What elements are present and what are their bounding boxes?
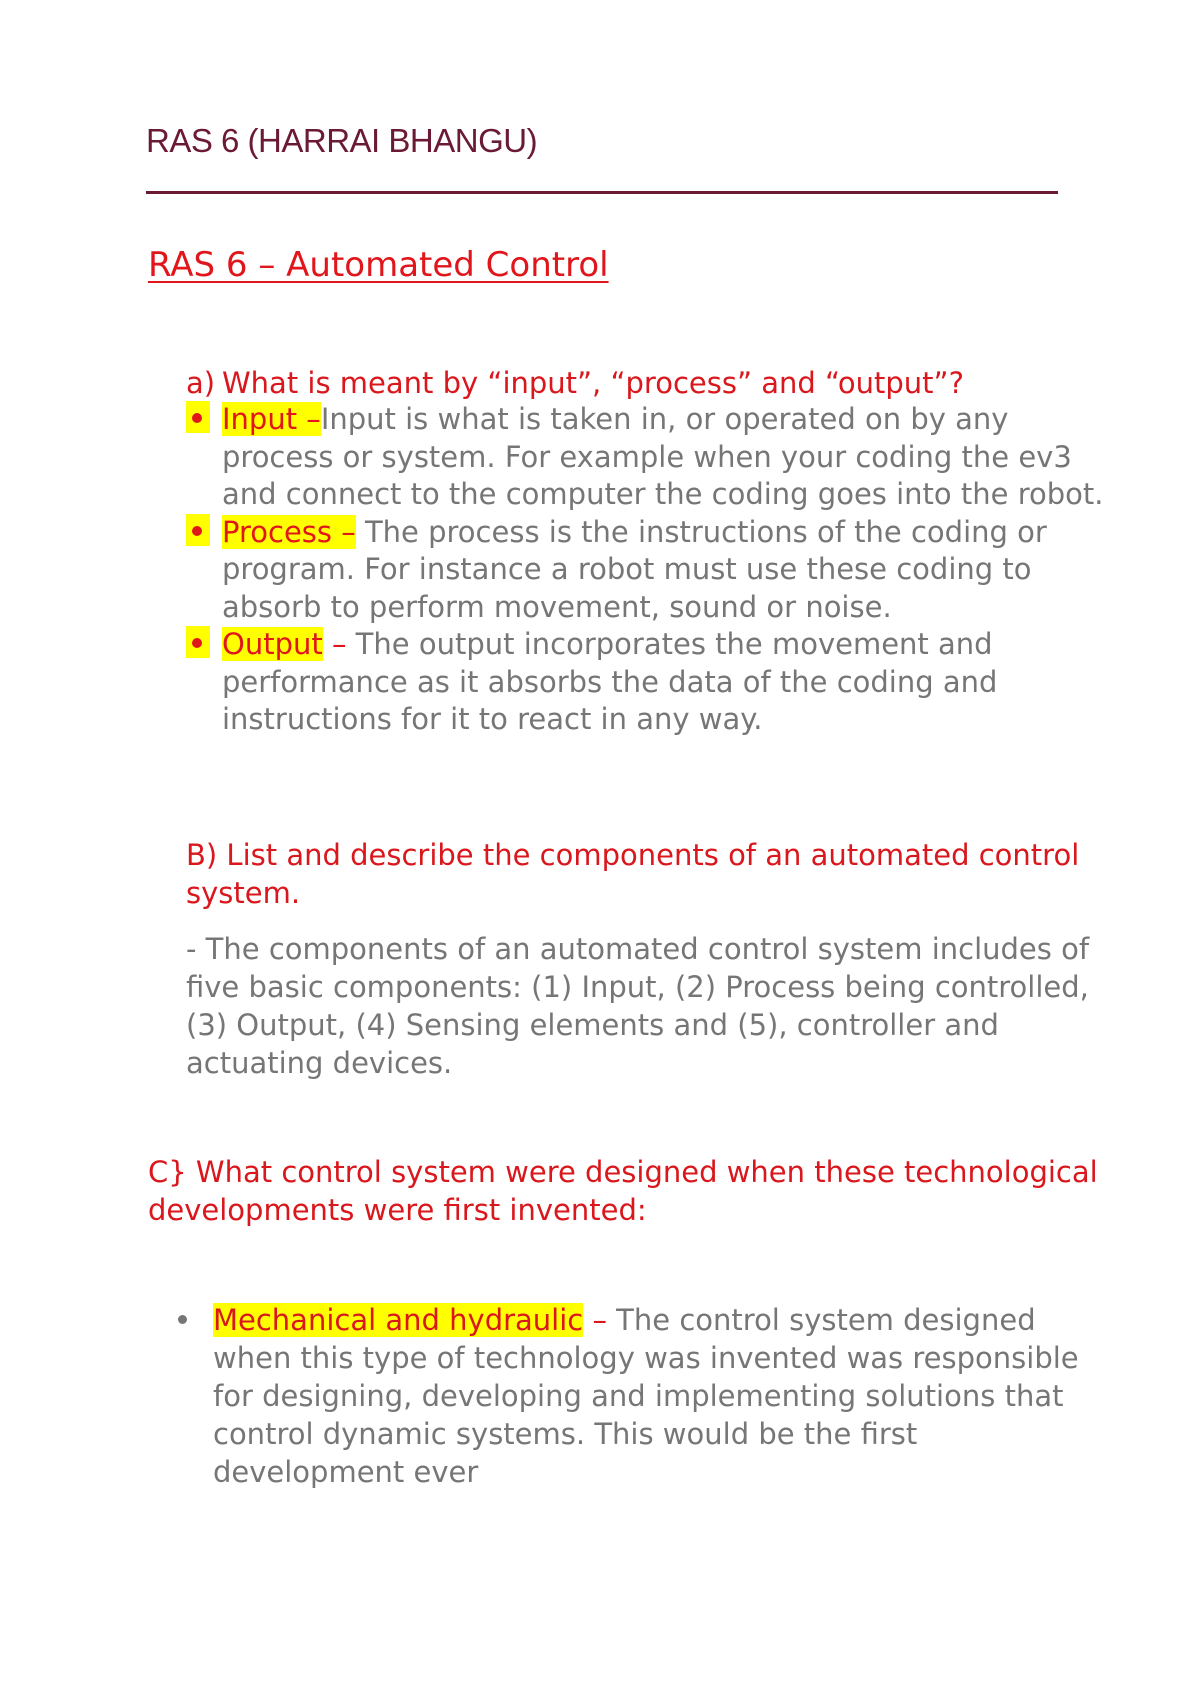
document-header-title: RAS 6 (HARRAI BHANGU)	[146, 122, 538, 159]
term-process: Process –	[222, 514, 356, 549]
question-a	[186, 364, 1116, 402]
term-mechanical-dash: –	[583, 1303, 607, 1337]
bullet-icon	[186, 514, 210, 546]
definition-process: The process is the instructions of the coding or program. For instance a robot must use these coding to absorb to perform movement, sound or noise.	[222, 514, 1047, 624]
question-a-label: a)	[186, 366, 216, 400]
term-output-dash: –	[322, 627, 347, 661]
bullet-input	[186, 401, 1106, 514]
bullet-process	[186, 514, 1106, 627]
definition-input: Input is what is taken in, or operated on by any process or system. For example when your coding the ev3 and connect to the computer the coding goes into the robot.	[222, 402, 1104, 511]
header-divider	[146, 191, 1058, 194]
term-output: Output	[222, 627, 323, 661]
question-b: B) List and describe the components of an automated control system.	[186, 838, 1080, 910]
bullet-icon	[178, 1315, 187, 1324]
question-c: C} What control system were designed when these technological developments were first invented:	[148, 1155, 1098, 1227]
definition-output: The output incorporates the movement and performance as it absorbs the data of the coding and instructions for it to react in any way.	[222, 627, 998, 736]
answer-b: - The components of an automated control system includes of five basic components: (1) Input, (2) Process being controlled, (3) Output, (4) Sensing elements and (5), controller and actuating devices.	[186, 932, 1090, 1080]
definition-mechanical-hydraulic: The control system designed when this type of technology was invented was responsible for designing, developing and implementing solutions that control dynamic systems. This would be the first development ever	[213, 1303, 1079, 1489]
question-a-text: What is meant by “input”, “process” and “output”?	[222, 366, 964, 400]
term-mechanical-hydraulic: Mechanical and hydraulic	[213, 1303, 584, 1337]
bullet-icon	[186, 401, 210, 433]
bullet-mechanical-hydraulic	[213, 1301, 1113, 1491]
term-input: Input –	[222, 402, 321, 436]
bullet-output	[186, 626, 1106, 739]
bullet-icon	[186, 626, 210, 658]
document-title: RAS 6 – Automated Control	[148, 245, 609, 285]
bullet-list-a	[186, 401, 1106, 739]
